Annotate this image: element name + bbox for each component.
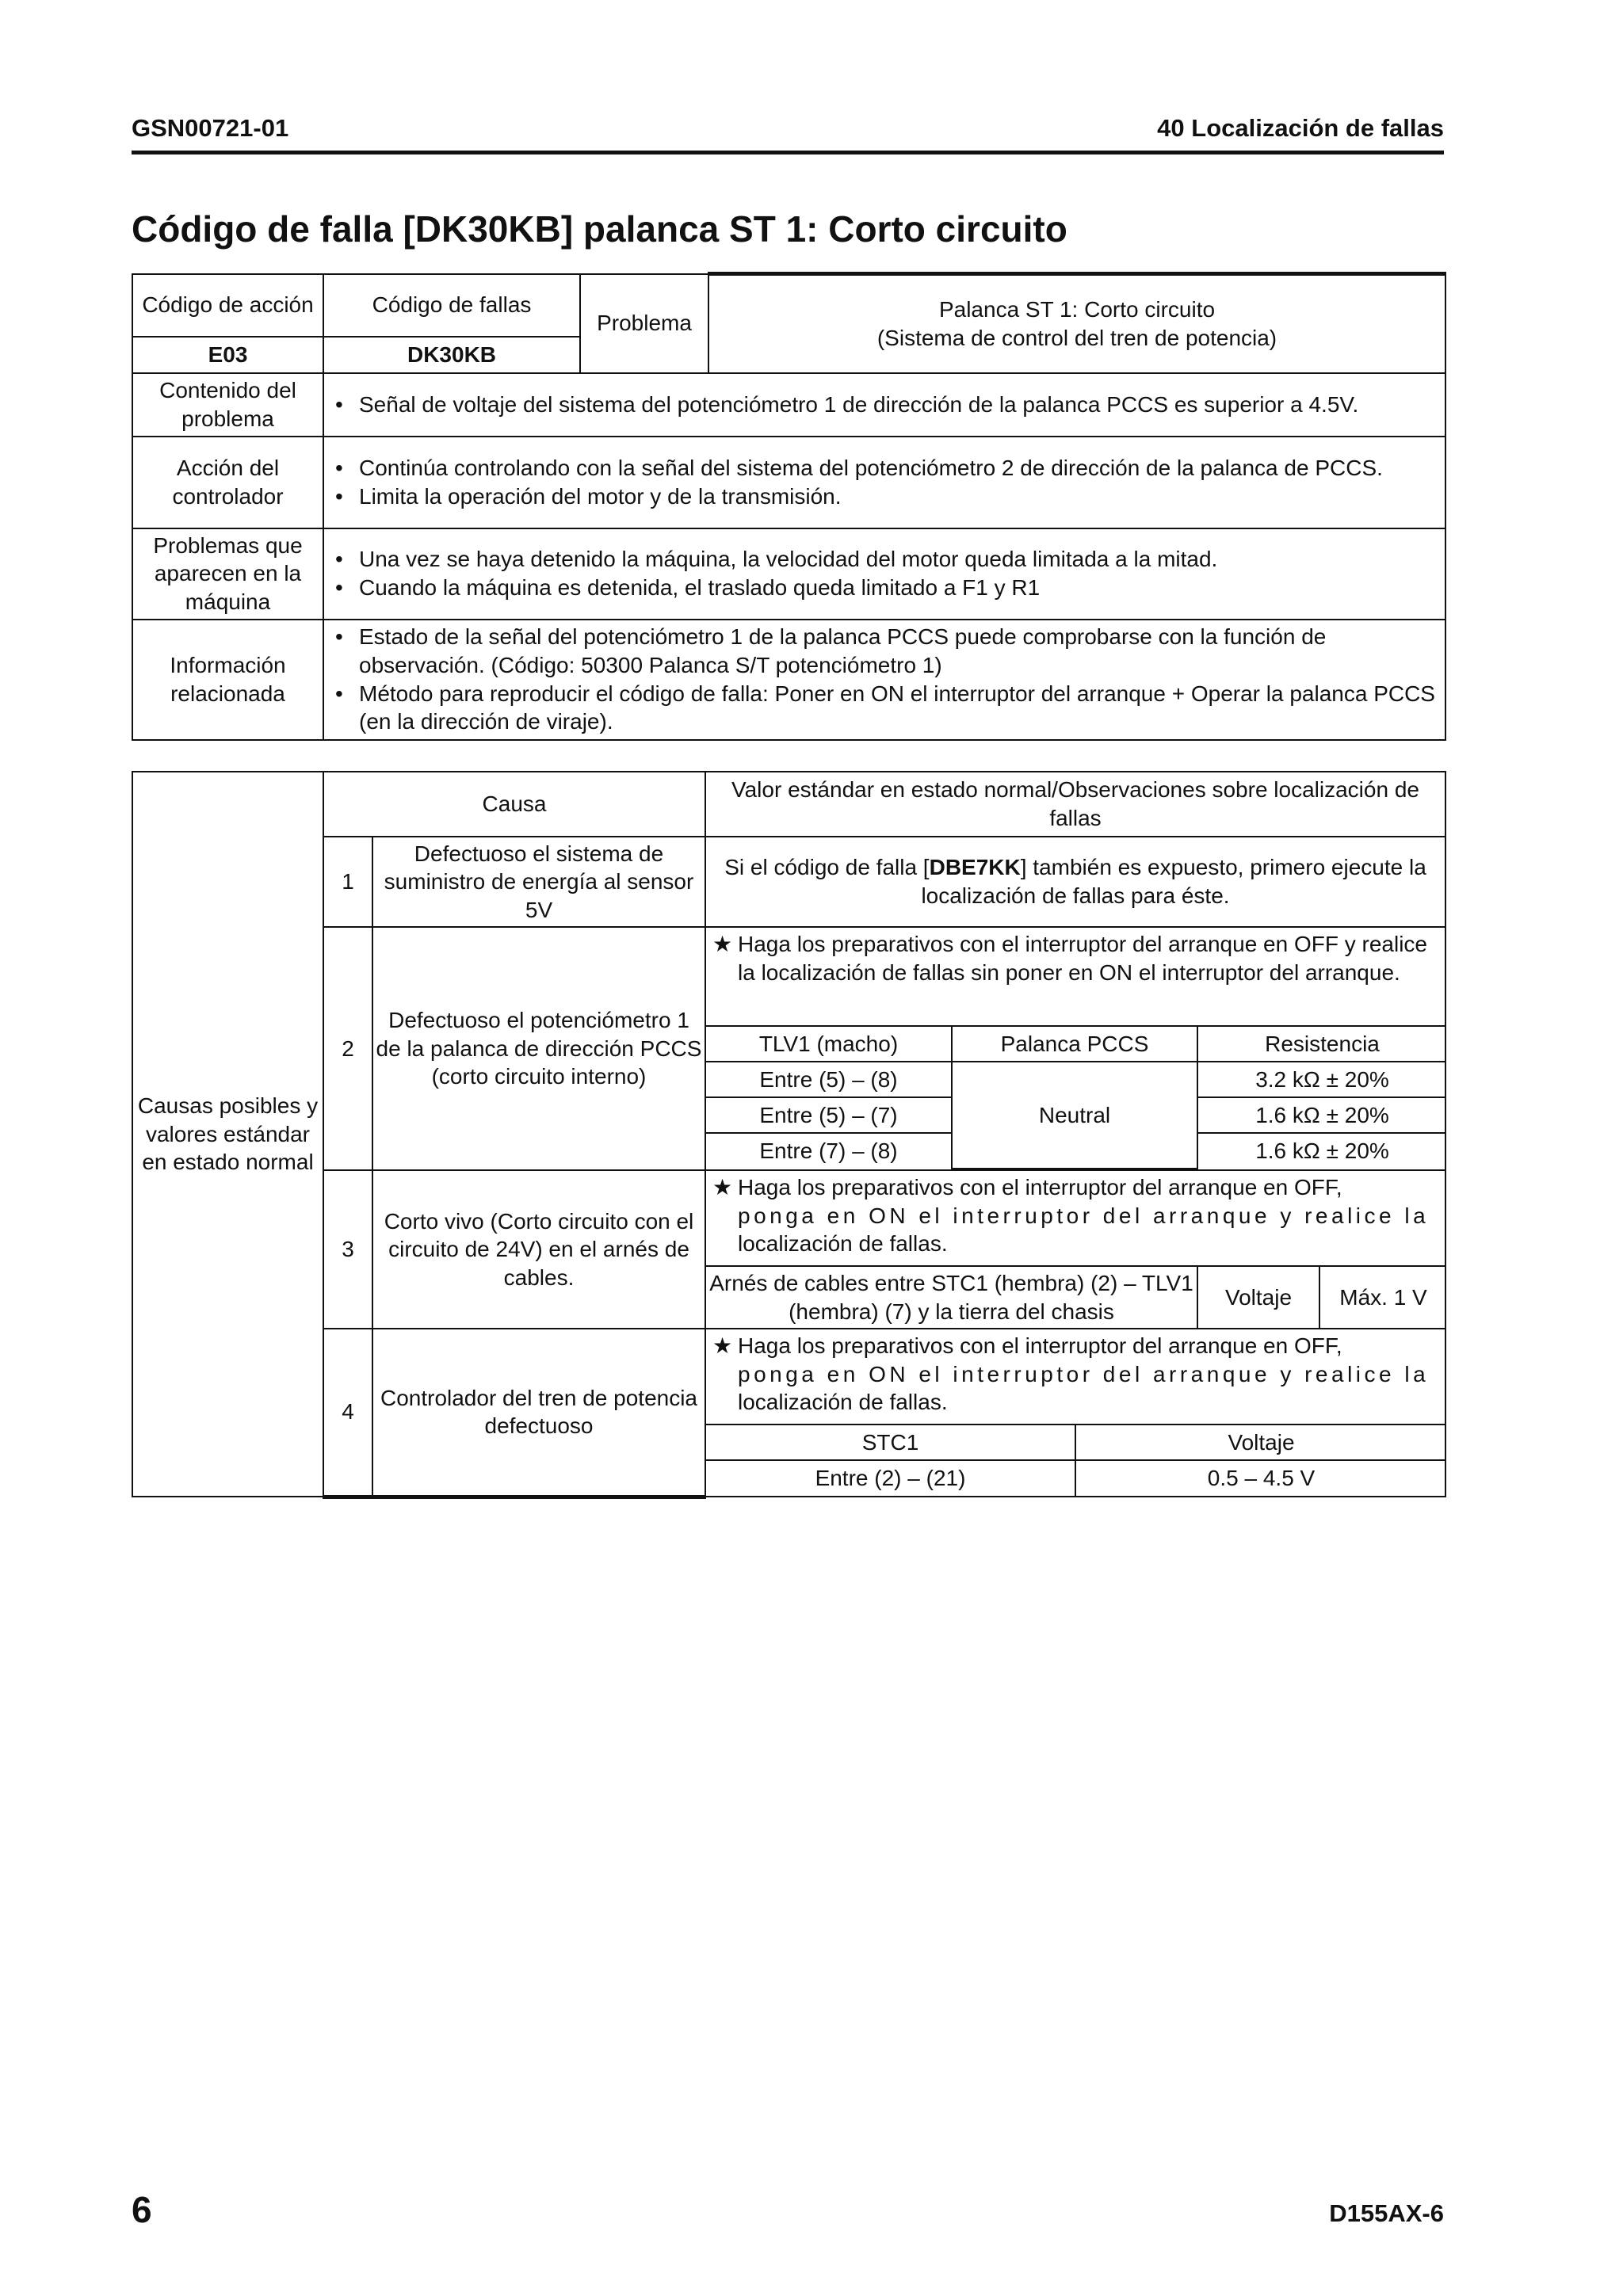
action-code-value: E03 <box>132 337 323 373</box>
table-cell: Entre (5) – (8) <box>706 1062 952 1097</box>
cause-2-note: ★ Haga los preparativos con el interruptor del arranque en OFF y realice la localización de fallas sin poner en ON el interruptor del arranque. <box>712 932 1427 985</box>
cause-2-text: Defectuoso el potenciómetro 1 de la palanca de dirección PCCS (corto circuito interno) <box>372 927 705 1170</box>
list-item: • Método para reproducir el código de falla: Poner en ON el interruptor del arranque + Operar la palanca PCCS (en la dirección de viraje). <box>335 680 1442 736</box>
model-code: D155AX-6 <box>1329 2199 1444 2227</box>
related-info-cell <box>323 620 1445 740</box>
lever-state: Neutral <box>952 1062 1197 1169</box>
controller-action-label: Acción del controlador <box>132 437 323 528</box>
connector-header: STC1 <box>706 1425 1075 1460</box>
table-cell: Entre (2) – (21) <box>706 1460 1075 1496</box>
list-item: • Una vez se haya detenido la máquina, la velocidad del motor queda limitada a la mitad. <box>335 545 1442 574</box>
cause-2-detail <box>705 927 1445 1170</box>
cause-1-text: Defectuoso el sistema de suministro de energía al sensor 5V <box>372 837 705 927</box>
star-icon: ★ <box>712 1175 733 1199</box>
problem-description <box>708 274 1445 373</box>
page-header <box>132 113 1444 154</box>
star-icon: ★ <box>712 932 733 956</box>
cause-3-note: ★ Haga los preparativos con el interruptor del arranque en OFF, ponga en ON el interruptor del arranque y realice la localización de fallas. <box>712 1175 1430 1257</box>
star-icon: ★ <box>712 1333 733 1358</box>
cause-1-note: Si el código de falla [DBE7KK] también es expuesto, primero ejecute la localización de fallas para éste. <box>705 837 1445 927</box>
action-code-label: Código de acción <box>132 274 323 337</box>
section-title: 40 Localización de fallas <box>1157 114 1444 142</box>
page-title: Código de falla [DK30KB] palanca ST 1: Corto circuito <box>132 208 1067 250</box>
voltage-check-table <box>706 1265 1446 1328</box>
fault-code-ref: DBE7KK <box>929 855 1021 880</box>
problem-content-cell <box>323 373 1445 437</box>
list-item: • Limita la operación del motor y de la transmisión. <box>335 482 1442 511</box>
lever-header: Palanca PCCS <box>952 1026 1197 1062</box>
causes-side-label: Causas posibles y valores estándar en estado normal <box>132 772 323 1497</box>
harness-description: Arnés de cables entre STC1 (hembra) (2) – TLV1 (hembra) (7) y la tierra del chasis <box>706 1266 1197 1328</box>
measure-label: Voltaje <box>1197 1266 1319 1328</box>
cause-2-number: 2 <box>323 927 372 1170</box>
table-cell: 1.6 kΩ ± 20% <box>1197 1097 1446 1133</box>
resistance-table <box>706 1025 1446 1169</box>
list-item: • Continúa controlando con la señal del sistema del potenciómetro 2 de dirección de la palanca de PCCS. <box>335 454 1442 482</box>
cause-3-number: 3 <box>323 1170 372 1329</box>
fault-info-table <box>132 272 1446 741</box>
cause-4-number: 4 <box>323 1329 372 1497</box>
measure-value: Máx. 1 V <box>1319 1266 1446 1328</box>
document-code: GSN00721-01 <box>132 114 289 142</box>
list-item: • Cuando la máquina es detenida, el traslado queda limitado a F1 y R1 <box>335 574 1442 602</box>
machine-problems-cell <box>323 528 1445 620</box>
connector-header: TLV1 (macho) <box>706 1026 952 1062</box>
cause-4-detail <box>705 1329 1445 1497</box>
fault-code-label: Código de fallas <box>323 274 580 337</box>
machine-problems-label: Problemas que aparecen en la máquina <box>132 528 323 620</box>
problem-line-1: Palanca ST 1: Corto circuito <box>938 297 1216 322</box>
cause-4-note: ★ Haga los preparativos con el interruptor del arranque en OFF, ponga en ON el interruptor del arranque y realice la localización de fallas. <box>712 1333 1430 1415</box>
related-info-label: Información relacionada <box>132 620 323 740</box>
cause-3-text: Corto vivo (Corto circuito con el circuito de 24V) en el arnés de cables. <box>372 1170 705 1329</box>
cause-header: Causa <box>323 772 705 837</box>
problem-label: Problema <box>580 274 708 373</box>
list-item: • Señal de voltaje del sistema del potenciómetro 1 de dirección de la palanca PCCS es superior a 4.5V. <box>335 391 1442 419</box>
list-item: • Estado de la señal del potenciómetro 1 de la palanca PCCS puede comprobarse con la función de observación. (Código: 50300 Palanca S/T potenciómetro 1) <box>335 623 1442 679</box>
causes-table <box>132 771 1446 1499</box>
voltage-header: Voltaje <box>1075 1425 1446 1460</box>
problem-line-2: (Sistema de control del tren de potencia) <box>876 325 1277 350</box>
table-cell: Entre (7) – (8) <box>706 1133 952 1169</box>
resistance-header: Resistencia <box>1197 1026 1446 1062</box>
table-cell: Entre (5) – (7) <box>706 1097 952 1133</box>
controller-voltage-table <box>706 1424 1446 1496</box>
cause-4-text: Controlador del tren de potencia defectuoso <box>372 1329 705 1497</box>
cause-3-detail <box>705 1170 1445 1329</box>
controller-action-cell <box>323 437 1445 528</box>
page-number: 6 <box>132 2189 152 2230</box>
table-cell: 3.2 kΩ ± 20% <box>1197 1062 1446 1097</box>
cause-1-number: 1 <box>323 837 372 927</box>
table-cell: 0.5 – 4.5 V <box>1075 1460 1446 1496</box>
problem-content-label: Contenido del problema <box>132 373 323 437</box>
value-header: Valor estándar en estado normal/Observaciones sobre localización de fallas <box>705 772 1445 837</box>
table-cell: 1.6 kΩ ± 20% <box>1197 1133 1446 1169</box>
fault-code-value: DK30KB <box>323 337 580 373</box>
